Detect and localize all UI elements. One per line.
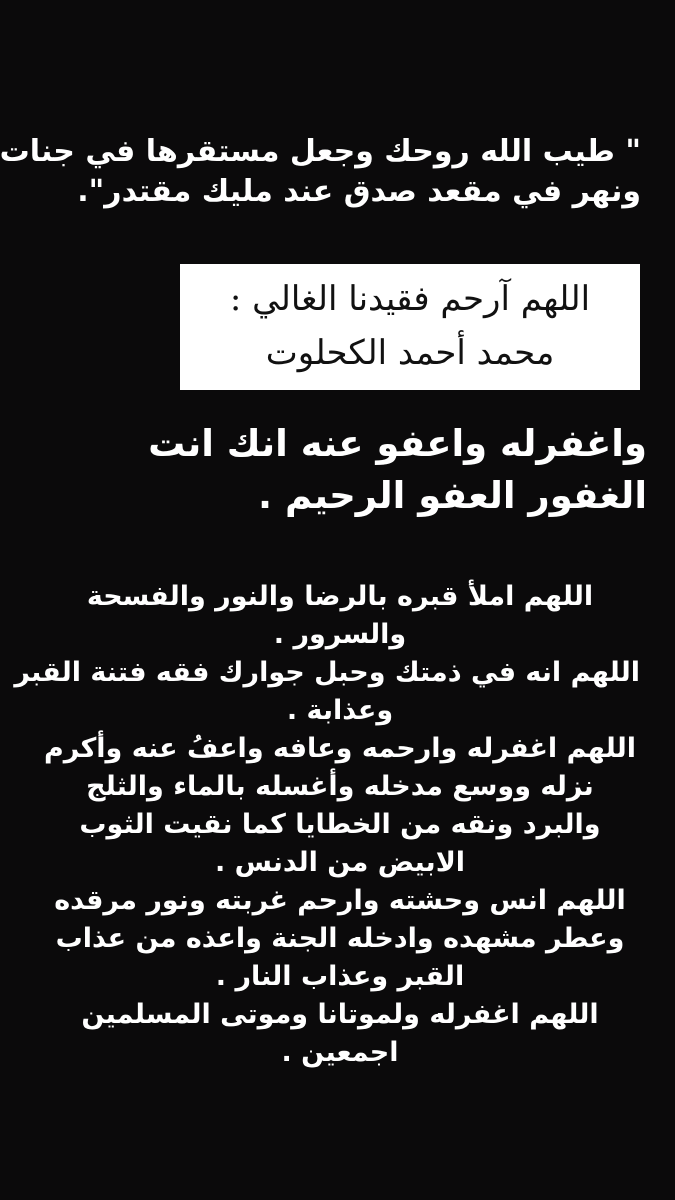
deceased-name-box [180, 264, 640, 390]
dua-line: اجمعين . [281, 1037, 399, 1068]
quote-line: " طيب الله روحك وجعل مستقرها في جنات [0, 134, 641, 169]
quote-line: ونهر في مقعد صدق عند مليك مقتدر". [77, 174, 641, 209]
dua-line: اللهم اغفرله ولموتانا وموتى المسلمين [81, 999, 599, 1030]
forgiveness-line: واغفرله واعفو عنه انك انت [148, 422, 647, 465]
dua-line: القبر وعذاب النار . [215, 961, 465, 992]
dua-line: وعطر مشهده وادخله الجنة واعذه من عذاب [55, 923, 625, 954]
dua-line: اللهم انس وحشته وارحم غربته ونور مرقده [54, 885, 626, 916]
dua-line: اللهم انه في ذمتك وحبل جوارك فقه فتنة القبر [14, 657, 640, 688]
forgiveness-line: الغفور العفو الرحيم . [258, 474, 647, 517]
dua-text [14, 578, 640, 1072]
dua-line: وعذابة . [286, 695, 394, 726]
quote-text [0, 132, 641, 212]
dua-line: اللهم املأ قبره بالرضا والنور والفسحة [86, 581, 594, 612]
forgiveness-text [17, 418, 647, 522]
dua-line: نزله ووسع مدخله وأغسله بالماء والثلج [86, 771, 594, 802]
dua-line: والبرد ونقه من الخطايا كما نقيت الثوب [79, 809, 601, 840]
dua-line: والسرور . [273, 619, 407, 650]
dua-line: الابيض من الدنس . [214, 847, 466, 878]
name-box-line: اللهم آرحم فقيدنا الغالي : [229, 279, 591, 319]
deceased-name: محمد أحمد الكحلوت [265, 333, 555, 373]
dua-line: اللهم اغفرله وارحمه وعافه واعفُ عنه وأكرم [44, 733, 636, 764]
